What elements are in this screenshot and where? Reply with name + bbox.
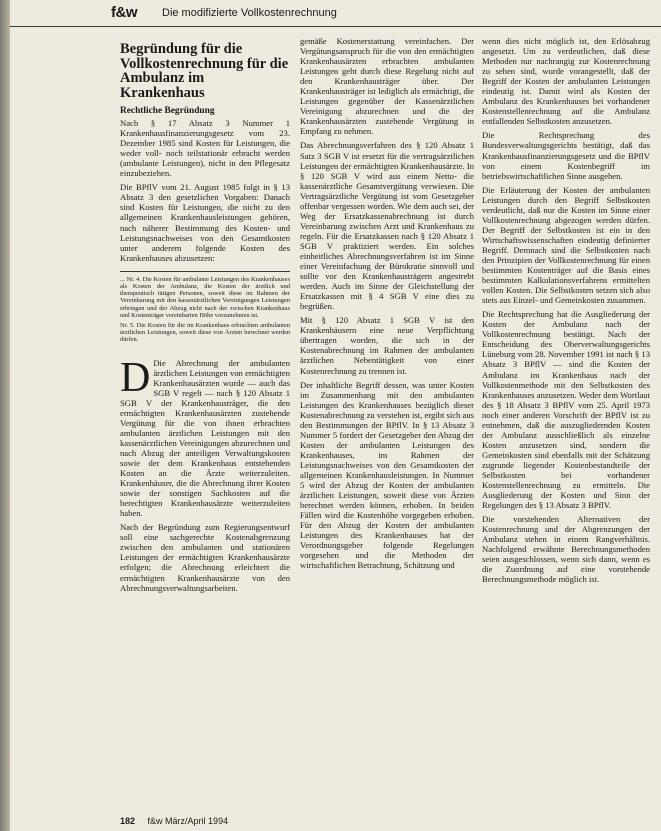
article-title: Begründung für die Vollkostenrechnung für die Ambulanz im Krankenhaus xyxy=(120,41,289,101)
page-number: 182 xyxy=(120,816,136,826)
section-heading: Rechtliche Begründung xyxy=(120,106,215,116)
issue-label: f&w März/April 1994 xyxy=(147,816,229,826)
book-spine xyxy=(0,0,10,831)
paragraph: Die Rechtsprechung hat die Ausgliederung der Kosten der Ambulanz nach der Vollkostenrechnung bestätigt. Nach der Entscheidung des Oberverwaltungsgerichts Lüneburg vom 28. November 1991 ist nach § 13 Absatz 3 BPflV — sind die Kosten der Ambulanz im Krankenhaus nach der Vollkostenmethode mit den Selbstkosten des Krankenhauses anzusetzen. Weder dem Wortlaut des § 18 Absatz 3 BPflV vom 25. April 1973 noch einer anderen Vorschrift der BPflV ist zu entnehmen, daß die auszugliedernden Kosten der Ambulanz ausschließlich als einzelne Kosten anzusetzen sind, sondern die Gemeinkosten sind ebenfalls mit der Schätzung zugrunde liegender Kostenbestandteile der Selbstkosten bei vorhandener Kostenstellenrechnung zu ermitteln. Die Ausgliederung der Kosten und Sinn der Regelungen des § 13 Absatz 3 BPflV. xyxy=(482,309,650,511)
journal-logo: f&w xyxy=(111,4,137,21)
paragraph: Der inhaltliche Begriff dessen, was unter Kosten im Zusammenhang mit den ambulanten Leistungen des Krankenhauses bezüglich dieser Kostenabrechnung zu verstehen ist, ergibt sich aus den Bestimmungen der BPflV. In § 13 Absatz 3 Nummer 5 fordert der Gesetzgeber den Abzug der Kosten der ambulanten Leistungen des Krankenhauses, im Rahmen der Leistungsnachweises von den Gesamtkosten der allgemeinen Krankenhausleistungen. In Nummer 5 wird der Abzug der Kosten der ambulanten ärztlichen Leistungen, soweit diese von Ärzten berechnet werden können, erhoben. In beiden Fällen wird die Kostenhöhe vorgegeben erhoben. Für den Abzug der Kosten der ambulanten Leistungen des Krankenhauses hat der Verordnungsgeber folgende Regelungen vorgesehen und die Methoden der wirtschaftlichen Betrachtung, Schätzung und xyxy=(300,379,474,571)
paragraph-text: Die Abrechnung der ambulanten ärztlichen Leistungen von ermächtigten Krankenhausärzten wurde — auch das SGB V regelt — nach § 120 Absatz 1 SGB V der Krankenhausträger, die den ermächtigten Krankenhausärzten zustehende Vergütung für die von ihnen erbrachten ambulanten ärztlichen Leistungen mit den kassenärztlichen Vereinigungen abzurechnen und nach Abzug der anteiligen Verwaltungskosten sowie der dem Krankenhaus entstehenden Kosten an die Ärzte weiterzuleiten. Krankenhäuser, die die Abrechnung ihrer Kosten sowie der sonstigen Sachkosten auf die berechtigten Krankenhausärzte weiterzuleiten haben. xyxy=(120,357,290,519)
paragraph: Mit § 120 Absatz 1 SGB V ist den Krankenhäusern eine neue Verpflichtung übertragen worden, die sich in der Kostenabrechnung im Rahmen der ambulanten ärztlichen Nebentätigkeit von einer Kostenrechnung zu trennen ist. xyxy=(300,315,474,376)
paragraph: gemäße Kostenerstattung vereinfachen. Der Vergütungsanspruch für die von den ermächtigten Krankenhausärzten erbrachten ambulanten Leistungen geht durch diese Regelung nicht auf den Krankenhausträger über. Der Krankenhausträger ist lediglich als ermächtigt, die Leistungen gegenüber der Kassenärztlichen Vereinigung abzurechnen und die der Krankenhausärzten zustehende Vergütung in Empfang zu nehmen. xyxy=(300,36,474,137)
page-footer xyxy=(120,816,228,826)
paragraph: Nach der Begründung zum Regierungsentwurf soll eine sachgerechte Kostenabgrenzung zwischen den ambulanten und stationären Leistungen der ermächtigten Krankenhausärzte erfolgen; die Abrechnung erleichtert die ermächtigten Krankenhausärzte von den Abrechnungsverwaltungsarbeiten. xyxy=(120,522,290,593)
column-1 xyxy=(120,36,290,597)
footnote: ... Nr. 4. Die Kosten für ambulante Leistungen des Krankenhauses als Kosten der Ambulanz, die Kosten der ärztlich und therapeutisch tätigen Personen, soweit diese im Rahmen der Vereinbarung mit den kassenärztlichen Vereinigungen Leistungen erbringen und der Abzug nicht nach der zwischen Krankenhaus und Kostenträger vereinbarten Höhe vorzunehmen ist. xyxy=(120,275,290,319)
footnote: Nr. 5. Die Kosten für die im Krankenhaus erbrachten ambulanten ärztlichen Leistungen, soweit diese von Ärzten berechnet werden dürfen. xyxy=(120,321,290,344)
page-header xyxy=(10,0,661,27)
column-3 xyxy=(482,36,650,588)
column-2 xyxy=(300,36,474,574)
footnote-block xyxy=(120,271,290,344)
paragraph: wenn dies nicht möglich ist, den Erlösabzug angesetzt. Um zu verdeutlichen, daß diese Methoden nur nachrangig zur Kostenrechnung zu sehen sind, wurde vorangestellt, daß der Begriff der Kosten der ambulanten Leistungen eindeutig ist. Damit wird als Kosten der Ambulanz des Krankenhauses bei vorhandener Kostenstellenrechnung auf die Ambulanz entfallenden Selbstkosten anzusetzen. xyxy=(482,36,650,127)
paragraph: Die Erläuterung der Kosten der ambulanten Leistungen durch den Begriff Selbstkosten verdeutlicht, daß nur die Kosten im Sinne einer Vollkostenrechnung abgezogen werden dürfen. Der Begriff der Selbstkosten ist ein in den Wirtschaftswissenschaften eindeutig definierter Begriff. Demnach sind die Selbstkosten nach den Prinzipien der Vollkostenrechnung für einen bestimmten Kostenträger auf die Basis eines bestimmten Kalkulationsverfahrens ermittelten vollen Kosten. Die Selbstkosten setzen sich also stets aus Einzel- und Gemeinkosten zusammen. xyxy=(482,184,650,306)
paragraph: Die BPflV vom 21. August 1985 folgt in § 13 Absatz 3 den gesetzlichen Vorgaben: Danach sind Kosten für Leistungen, die nicht zu den allgemeinen Krankenhausleistungen gehören, nach näherer Bestimmung des Kosten- und Leistungsnachweises von den Gesamtkosten unter anderem folgende Kosten des Krankenhauses abzusetzen: xyxy=(120,182,290,263)
paragraph: Das Abrechnungsverfahren des § 120 Absatz 1 Satz 3 SGB V ist ersetzt für die vertragsärztlichen Leistungen der ermächtigten Krankenhausärzte. In § 120 SGB V wird aus einem Netto- die kassenärztliche Gesamtvergütung verwiesen. Die Vertragsärztliche Vergütung ist vom Gesetzgeber offenbar vergessen worden. Wie dem auch sei, der Weg der Ersatzkassenabrechnung ist durch Vereinbarung zwischen Arzt und Krankenhaus zu regeln. Für die Ersatzkassen nach § 120 Absatz 1 SGB V praktiziert werden. Ein solches einheitliches Abrechnungsverfahren ist im Sinne einer Vereinfachung der Bürokratie sinnvoll und sollte vor den Krankenhausträgern angestrebt werden. Auch im Sinne der Gleichstellung der Ersatzkassen mit § 4 SGB V eine dies zu begrüßen. xyxy=(300,140,474,312)
paragraph: Die Rechtsprechung des Bundesverwaltungsgerichts bestätigt, daß das Krankenhausfinanzierungsgesetz und die BPflV von einem Kostenbegriff im betriebswirtschaftlichen Sinne ausgehen. xyxy=(482,130,650,181)
running-title: Die modifizierte Vollkostenrechnung xyxy=(162,7,337,19)
paragraph: Die vorstehenden Alternativen der Kostenrechnung und der Abgrenzungen der Ambulanz stehen in einem Rangverhältnis. Nachfolgend erwähnte Berechnungsmethoden seien ausgeschlossen, wenn sich dann, wenn es die Zuordnung auf eine vorstehende Berechnungsmethode möglich ist. xyxy=(482,514,650,585)
paragraph-drop-cap xyxy=(120,354,290,519)
drop-cap: D xyxy=(120,354,151,401)
journal-page xyxy=(10,0,661,831)
paragraph: Nach § 17 Absatz 3 Nummer 1 Krankenhausfinanzierungsgesetz vom 23. Dezember 1985 sind Kosten für Leistungen, die weder voll- noch teilstationär erbracht werden (ambulante Leistungen), nicht in den Pflegesatz einzubeziehen. xyxy=(120,118,290,179)
